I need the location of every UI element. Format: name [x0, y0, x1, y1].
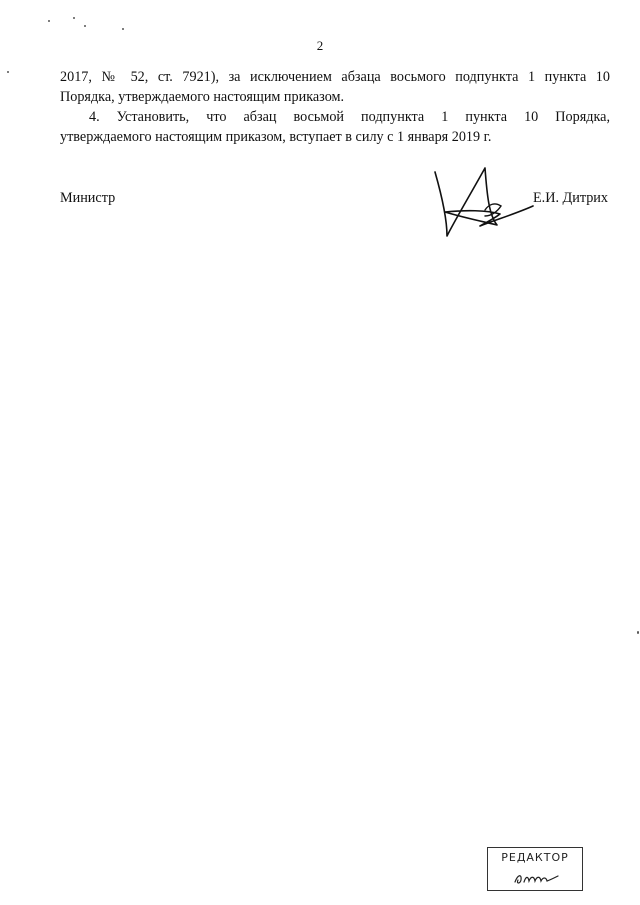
scan-speck [48, 20, 50, 22]
paragraph-line: 4. Установить, что абзац восьмой подпункта 1 пункта 10 Порядка, [89, 109, 610, 125]
scan-speck [84, 25, 86, 27]
page-number: 2 [316, 38, 324, 53]
scan-speck [7, 71, 9, 73]
handwritten-signature [425, 160, 545, 242]
signer-title: Министр [60, 190, 116, 206]
scan-speck [73, 17, 75, 19]
paragraph-line: Порядка, утверждаемого настоящим приказом. [60, 89, 345, 105]
scan-speck [122, 28, 124, 30]
scan-speck [637, 631, 639, 634]
stamp-initials-signature [512, 868, 562, 888]
paragraph-line: 2017, № 52, ст. 7921), за исключением абзаца восьмого подпункта 1 пункта 10 [60, 69, 610, 85]
paragraph-continuation [60, 67, 610, 107]
signer-name: Е.И. Дитрих [533, 190, 608, 206]
paragraph-line: утверждаемого настоящим приказом, вступает в силу с 1 января 2019 г. [60, 129, 492, 145]
stamp-label: РЕДАКТОР [501, 851, 569, 864]
paragraph-item-4 [60, 107, 610, 147]
editor-stamp [487, 847, 583, 891]
